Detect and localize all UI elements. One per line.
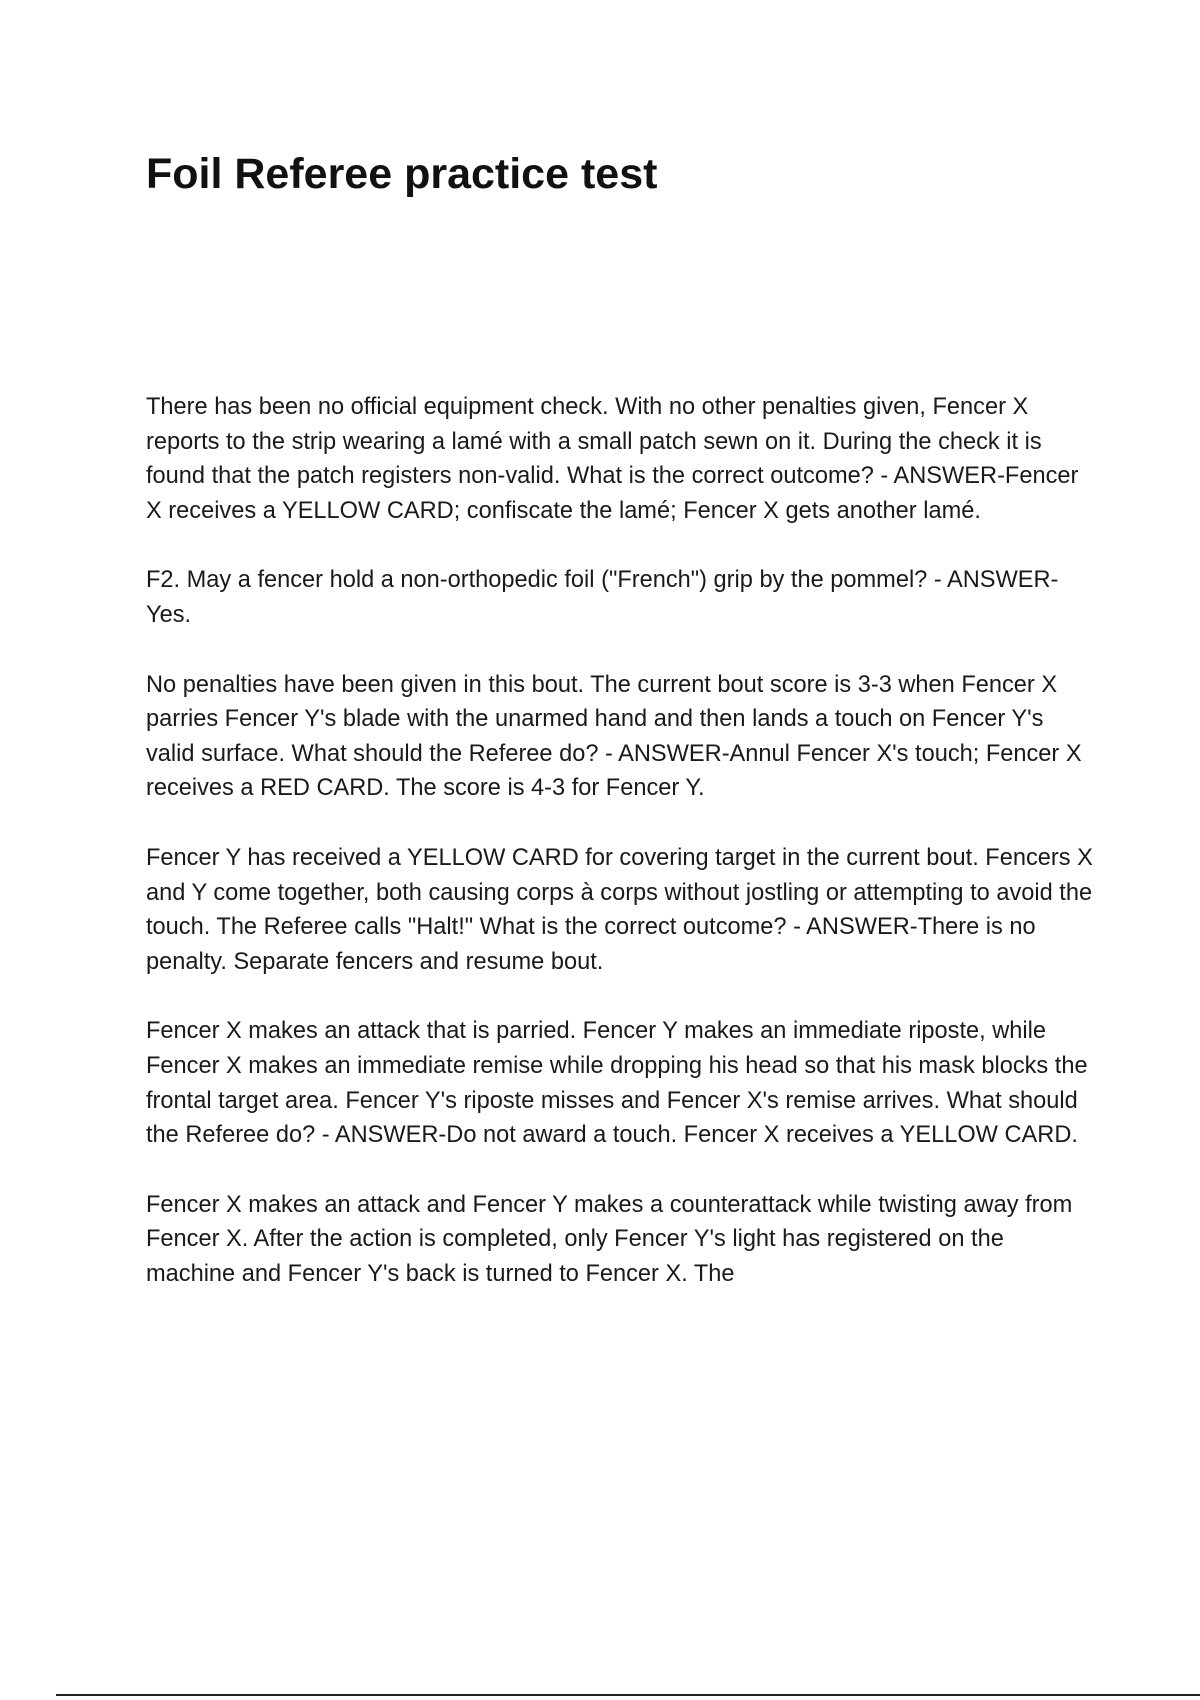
- question-paragraph: No penalties have been given in this bout. The current bout score is 3-3 when Fencer X parries Fencer Y's blade with the unarmed hand and then lands a touch on Fencer Y's valid surface. What should the Referee do? - ANSWER-Annul Fencer X's touch; Fencer X receives a RED CARD. The score is 4-3 for Fencer Y.: [146, 671, 1082, 802]
- page-divider: [56, 1694, 1200, 1696]
- question-paragraph: Fencer X makes an attack and Fencer Y makes a counterattack while twisting away from Fencer X. After the action is completed, only Fencer Y's light has registered on the machine and Fencer Y's back is turned to Fencer X. The: [146, 1191, 1073, 1287]
- document-body: [146, 390, 1096, 1326]
- question-paragraph: Fencer Y has received a YELLOW CARD for covering target in the current bout. Fencers X and Y come together, both causing corps à corps without jostling or attempting to avoid the touch. The Referee calls "Halt!" What is the correct outcome? - ANSWER-There is no penalty. Separate fencers and resume bout.: [146, 844, 1093, 975]
- question-paragraph: There has been no official equipment check. With no other penalties given, Fencer X reports to the strip wearing a lamé with a small patch sewn on it. During the check it is found that the patch registers non-valid. What is the correct outcome? - ANSWER-Fencer X receives a YELLOW CARD; confiscate the lamé; Fencer X gets another lamé.: [146, 394, 1079, 524]
- page-title: Foil Referee practice test: [146, 150, 658, 198]
- question-paragraph: F2. May a fencer hold a non-orthopedic foil ("French") grip by the pommel? - ANSWER-Yes.: [146, 567, 1059, 628]
- question-paragraph: Fencer X makes an attack that is parried. Fencer Y makes an immediate riposte, while Fencer X makes an immediate remise while dropping his head so that his mask blocks the frontal target area. Fencer Y's riposte misses and Fencer X's remise arrives. What should the Referee do? - ANSWER-Do not award a touch. Fencer X receives a YELLOW CARD.: [146, 1018, 1088, 1149]
